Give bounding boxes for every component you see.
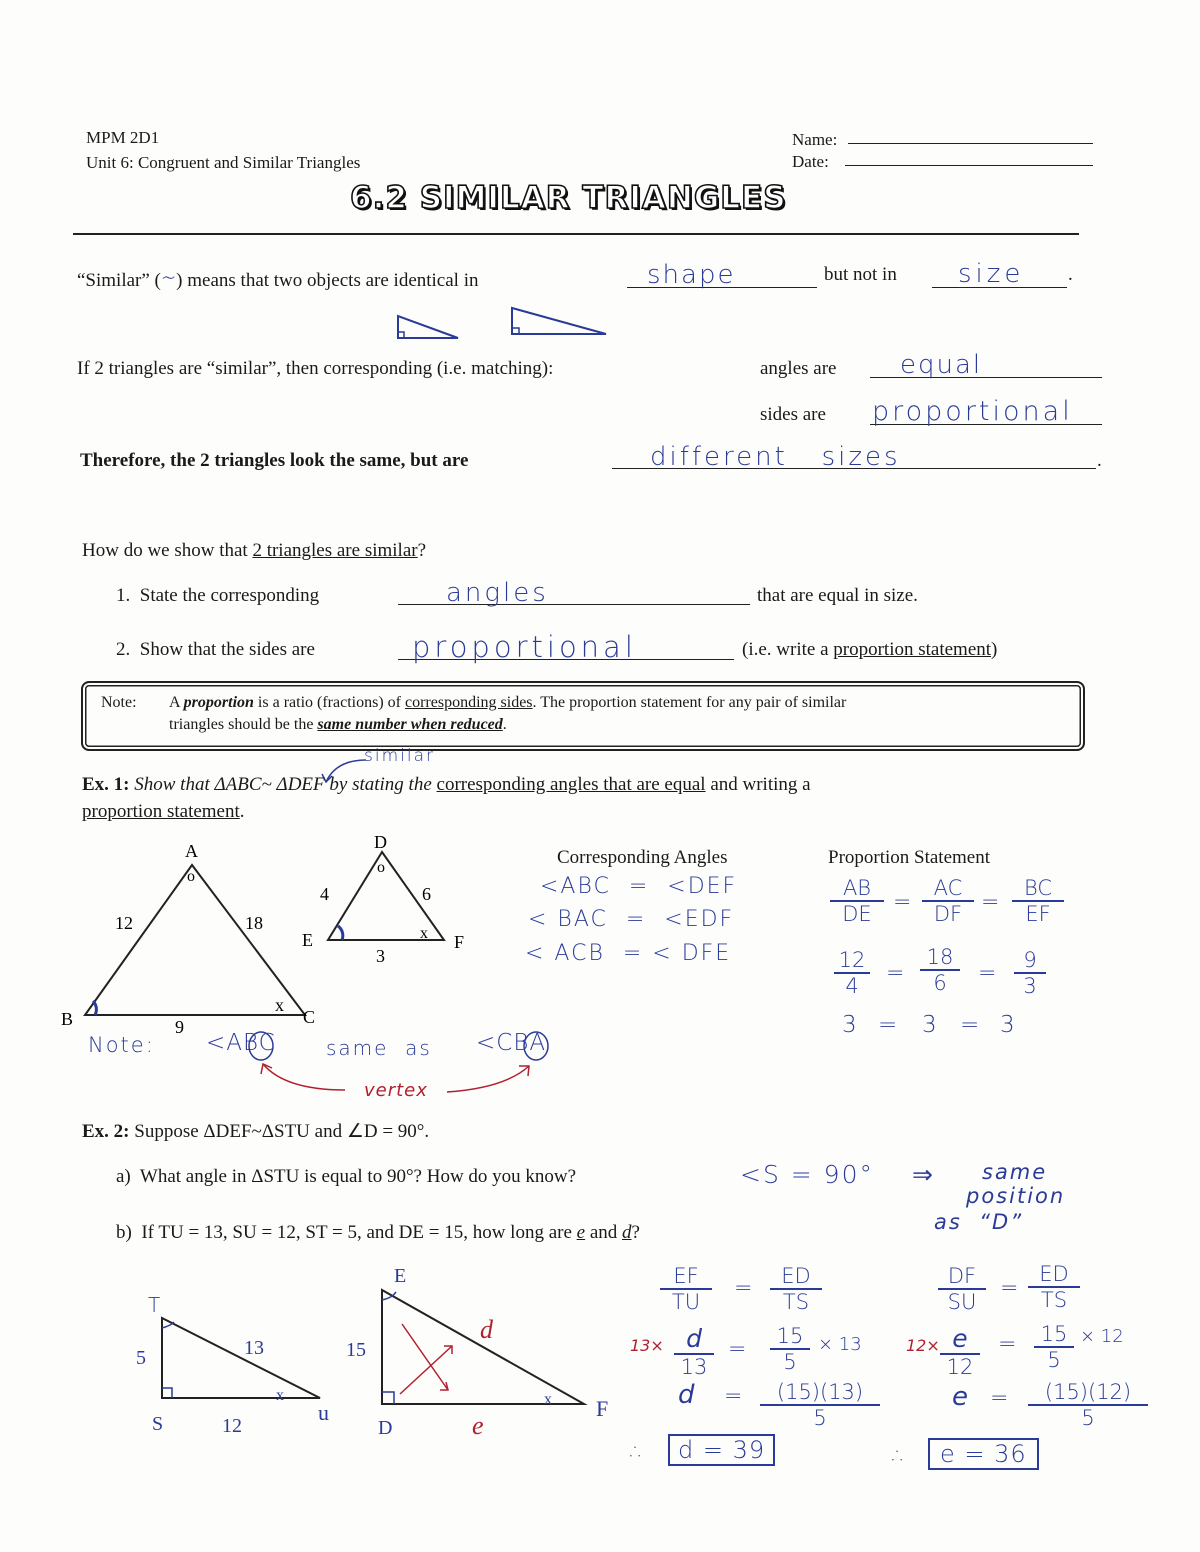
note-line1-underlined: corresponding sides: [404, 694, 533, 711]
prop-6: 6: [933, 971, 947, 995]
vertex-f-ex2: F: [596, 1396, 609, 1421]
definition-period: .: [1068, 264, 1073, 285]
prop-bc-ef: [1012, 876, 1064, 926]
handwritten-similar: similar: [364, 746, 435, 766]
work-e-12: 12: [946, 1355, 974, 1379]
prop-3: 3: [1023, 974, 1037, 998]
work-e-15x12: (15)(12): [1028, 1380, 1148, 1406]
vertex-e-ex2: E: [394, 1265, 407, 1287]
page-title: 6.2 SIMILAR TRIANGLES: [350, 180, 787, 216]
note-line1-a: A: [169, 694, 184, 711]
ex1-label: Ex. 1:: [82, 774, 130, 795]
prop-de: DE: [842, 902, 872, 926]
definition-mid: ) means that two objects are identical in: [176, 270, 479, 291]
angle-pair-1: <ABC = <DEF: [540, 874, 738, 899]
work-e-eq-3: =: [990, 1386, 1009, 1411]
work-d-lhs: d: [678, 1380, 695, 1410]
ex1-line2-end: .: [239, 801, 245, 822]
triangle-def-ex2: [340, 1262, 630, 1442]
work-d-therefore: ∴: [630, 1440, 644, 1465]
similar-triangles-sketch: [392, 306, 612, 346]
work-e-product: [1028, 1380, 1148, 1430]
ex1-note-angle-cba: <CBA: [476, 1030, 547, 1056]
work-e-ed-ts: [1028, 1262, 1080, 1312]
prop-eq-1: =: [893, 890, 912, 915]
name-field[interactable]: [848, 143, 1093, 144]
similar-symbol: ∼: [160, 264, 177, 292]
step2-text: 2. Show that the sides are: [116, 639, 315, 660]
vertex-f: F: [454, 932, 465, 952]
work-d-ts: TS: [782, 1290, 810, 1314]
work-e-ed: ED: [1028, 1262, 1080, 1288]
prop-eq-2: =: [981, 890, 1000, 915]
vertex-a: A: [185, 841, 198, 861]
answer-size: size: [958, 259, 1025, 289]
note-line2-a: triangles should be the: [169, 716, 318, 733]
work-d-ef: EF: [660, 1264, 712, 1290]
ex1-note-angle-abc: <ABC: [206, 1030, 276, 1056]
note-line2-c: .: [502, 716, 507, 733]
prop-eq-3: =: [886, 961, 905, 986]
ex2-qb-e: e: [576, 1222, 586, 1243]
definition-open: “Similar” (: [77, 270, 161, 291]
angle-f-mark-ex2: x: [544, 1391, 552, 1408]
ex1-prompt-line2: [82, 801, 245, 823]
note-line2-bold: same number when reduced: [317, 716, 503, 733]
note-line2: [169, 716, 507, 734]
how-to-q-end: ?: [417, 540, 427, 561]
work-e-5: 5: [1047, 1348, 1061, 1372]
answer-proportional-2: proportional: [412, 630, 637, 664]
ex1-text-underlined: corresponding angles that are equal: [436, 774, 706, 795]
side-de: 4: [320, 884, 329, 904]
ex2-prompt: [82, 1120, 429, 1143]
ex2-note-position: position: [966, 1184, 1066, 1208]
angle-pair-2: < BAC = <EDF: [528, 907, 735, 932]
ex2-question-a: a) What angle in ΔSTU is equal to 90°? How do you know?: [116, 1166, 577, 1187]
work-d-13: 13: [680, 1355, 708, 1379]
step2-end-underlined: proportion statement: [833, 639, 992, 660]
prop-result-eq-2: =: [960, 1012, 980, 1038]
answer-e-box: e = 36: [928, 1438, 1039, 1470]
side-df-e: e: [472, 1411, 484, 1440]
ex1-text-a: Show that ΔABC~ ΔDEF by stating the: [129, 774, 437, 795]
angle-c-mark: x: [275, 995, 284, 1015]
prop-ef: EF: [1025, 902, 1051, 926]
prop-ac: AC: [922, 876, 974, 902]
side-bc: 9: [175, 1017, 184, 1035]
angle-f-mark: x: [420, 925, 428, 942]
prop-result-2: 3: [922, 1012, 937, 1038]
answer-shape: shape: [647, 260, 736, 290]
work-d-15: 15: [770, 1324, 810, 1350]
step1-end: that are equal in size.: [757, 585, 918, 606]
work-d-post: × 13: [818, 1334, 862, 1355]
side-st: 5: [136, 1347, 146, 1369]
course-code: MPM 2D1: [86, 128, 160, 147]
answer-equal: equal: [900, 350, 983, 380]
work-e-eq-2: =: [998, 1332, 1017, 1357]
prop-df: DF: [933, 902, 963, 926]
work-d-15-5: [770, 1324, 810, 1374]
work-d-eq-1: =: [734, 1276, 753, 1301]
prop-18: 18: [920, 945, 960, 971]
side-ef-d: d: [480, 1315, 493, 1344]
side-ef: 3: [376, 946, 385, 966]
vertex-u: u: [318, 1400, 329, 1425]
angles-label: angles are: [760, 358, 837, 379]
work-d-15x13: (15)(13): [760, 1380, 880, 1406]
vertex-d-ex2: D: [378, 1417, 393, 1439]
work-e-post: × 12: [1080, 1326, 1124, 1347]
ex2-qb-a: b) If TU = 13, SU = 12, ST = 5, and DE = 15, how long are: [116, 1222, 577, 1243]
ex2-answer-a: <S = 90°: [740, 1160, 874, 1189]
triangle-def: [298, 828, 478, 968]
ex1-text-b: and writing a: [705, 774, 811, 795]
ex2-qb-end: ?: [631, 1222, 640, 1243]
note-line1-e: . The proportion statement for any pair of similar: [532, 694, 847, 711]
prop-ac-df: [922, 876, 974, 926]
angle-pair-3: < ACB = < DFE: [525, 941, 732, 966]
angle-d-mark: o: [377, 859, 385, 876]
corresponding-angles-heading: Corresponding Angles: [557, 847, 728, 868]
work-e-df-su: [938, 1264, 986, 1314]
therefore-statement: Therefore, the 2 triangles look the same, but are: [80, 450, 469, 471]
side-de-ex2: 15: [346, 1339, 366, 1361]
side-ac: 18: [245, 913, 263, 933]
angle-a-mark: o: [187, 868, 195, 885]
vertex-c: C: [303, 1007, 316, 1027]
vertex-e: E: [302, 930, 313, 950]
vertex-t: T: [148, 1293, 161, 1317]
prop-9-3: [1014, 948, 1046, 998]
work-d-pre: 13×: [630, 1336, 664, 1355]
work-d-d-13: [674, 1324, 714, 1379]
date-label: Date:: [792, 152, 829, 171]
work-e-eq-1: =: [1000, 1276, 1019, 1301]
prop-bc: BC: [1012, 876, 1064, 902]
work-d-ed-ts: [770, 1264, 822, 1314]
note-line1-bold: proportion: [183, 694, 254, 711]
work-d-ef-tu: [660, 1264, 712, 1314]
prop-ab: AB: [830, 876, 884, 902]
note-label: Note:: [101, 694, 137, 711]
prop-result-3: 3: [1000, 1012, 1015, 1038]
side-tu: 13: [244, 1337, 264, 1359]
work-d-eq-3: =: [724, 1384, 743, 1409]
work-e-ts: TS: [1040, 1288, 1068, 1312]
date-field[interactable]: [845, 165, 1093, 166]
note-line1-c: is a ratio (fractions) of: [253, 694, 405, 711]
sides-label: sides are: [760, 404, 826, 425]
how-to-q-underlined: 2 triangles are similar: [252, 540, 418, 561]
ex2-qb-d: d: [622, 1222, 632, 1243]
ex2-label: Ex. 2:: [82, 1121, 130, 1142]
work-d-tu: TU: [671, 1290, 701, 1314]
note-line1: [169, 694, 846, 712]
ex1-note-same-as: same as: [326, 1036, 432, 1060]
definition-text-a: [77, 264, 478, 292]
step2-end-a: (i.e. write a: [742, 639, 834, 660]
prop-eq-4: =: [978, 961, 997, 986]
definition-but-not: but not in: [824, 264, 897, 285]
answer-different-sizes: different sizes: [650, 442, 901, 472]
triangle-abc: [55, 835, 335, 1035]
prop-9: 9: [1014, 948, 1046, 974]
prop-result-eq-1: =: [878, 1012, 898, 1038]
work-e-15-5: [1034, 1322, 1074, 1372]
work-e-su: SU: [947, 1290, 977, 1314]
side-ab: 12: [115, 913, 133, 933]
answer-angles: angles: [446, 578, 549, 608]
vertex-label: vertex: [364, 1080, 428, 1101]
proportion-statement-heading: Proportion Statement: [828, 847, 991, 868]
ex2-qb-and: and: [585, 1222, 623, 1243]
work-e-therefore: ∴: [892, 1444, 906, 1469]
prop-ab-de: [830, 876, 884, 926]
how-to-question: [82, 540, 426, 562]
ex2-implies-arrow: ⇒: [912, 1160, 933, 1189]
step1-text: 1. State the corresponding: [116, 585, 320, 606]
step2-end-close: ): [991, 639, 998, 660]
side-df: 6: [422, 884, 431, 904]
vertex-b: B: [61, 1009, 74, 1029]
work-e-denom-5: 5: [1081, 1406, 1095, 1430]
prop-12: 12: [834, 948, 870, 974]
ex2-note-same: same: [982, 1160, 1048, 1184]
ex1-line2-underlined: proportion statement: [82, 801, 240, 822]
ex2-question-b: [116, 1222, 640, 1244]
side-su: 12: [222, 1415, 242, 1437]
prop-12-4: [834, 948, 870, 998]
work-d-denom-5: 5: [813, 1406, 827, 1430]
unit-title: Unit 6: Congruent and Similar Triangles: [86, 153, 361, 172]
work-d-product: [760, 1380, 880, 1430]
work-e-e-12: [940, 1324, 980, 1379]
prop-result-1: 3: [842, 1012, 857, 1038]
work-d-d: d: [674, 1324, 714, 1355]
work-e-15: 15: [1034, 1322, 1074, 1348]
work-e-e: e: [940, 1324, 980, 1355]
answer-proportional: proportional: [872, 396, 1073, 427]
work-e-lhs: e: [952, 1382, 968, 1412]
ex2-note-as-d: as “D”: [934, 1210, 1024, 1234]
ex2-text: Suppose ΔDEF~ΔSTU and ∠D = 90°.: [129, 1121, 430, 1142]
ex1-prompt: [82, 774, 811, 796]
answer-d-box: d = 39: [668, 1434, 775, 1466]
vertex-s: S: [152, 1413, 164, 1435]
vertex-d: D: [374, 832, 387, 852]
therefore-period: .: [1097, 450, 1102, 471]
work-d-eq-2: =: [728, 1337, 747, 1362]
work-e-df: DF: [938, 1264, 986, 1290]
prop-18-6: [920, 945, 960, 995]
angle-u-mark: x: [276, 1387, 284, 1404]
work-e-pre: 12×: [906, 1336, 940, 1355]
work-d-ed: ED: [770, 1264, 822, 1290]
ex1-note-label: Note:: [88, 1033, 155, 1057]
step2-end: [742, 639, 997, 661]
title-rule: [73, 233, 1079, 235]
name-label: Name:: [792, 130, 838, 149]
prop-4: 4: [845, 974, 859, 998]
how-to-q-a: How do we show that: [82, 540, 253, 561]
triangle-stu: [130, 1290, 340, 1440]
work-d-5: 5: [783, 1350, 797, 1374]
conditions-intro: If 2 triangles are “similar”, then corresponding (i.e. matching):: [77, 358, 554, 379]
